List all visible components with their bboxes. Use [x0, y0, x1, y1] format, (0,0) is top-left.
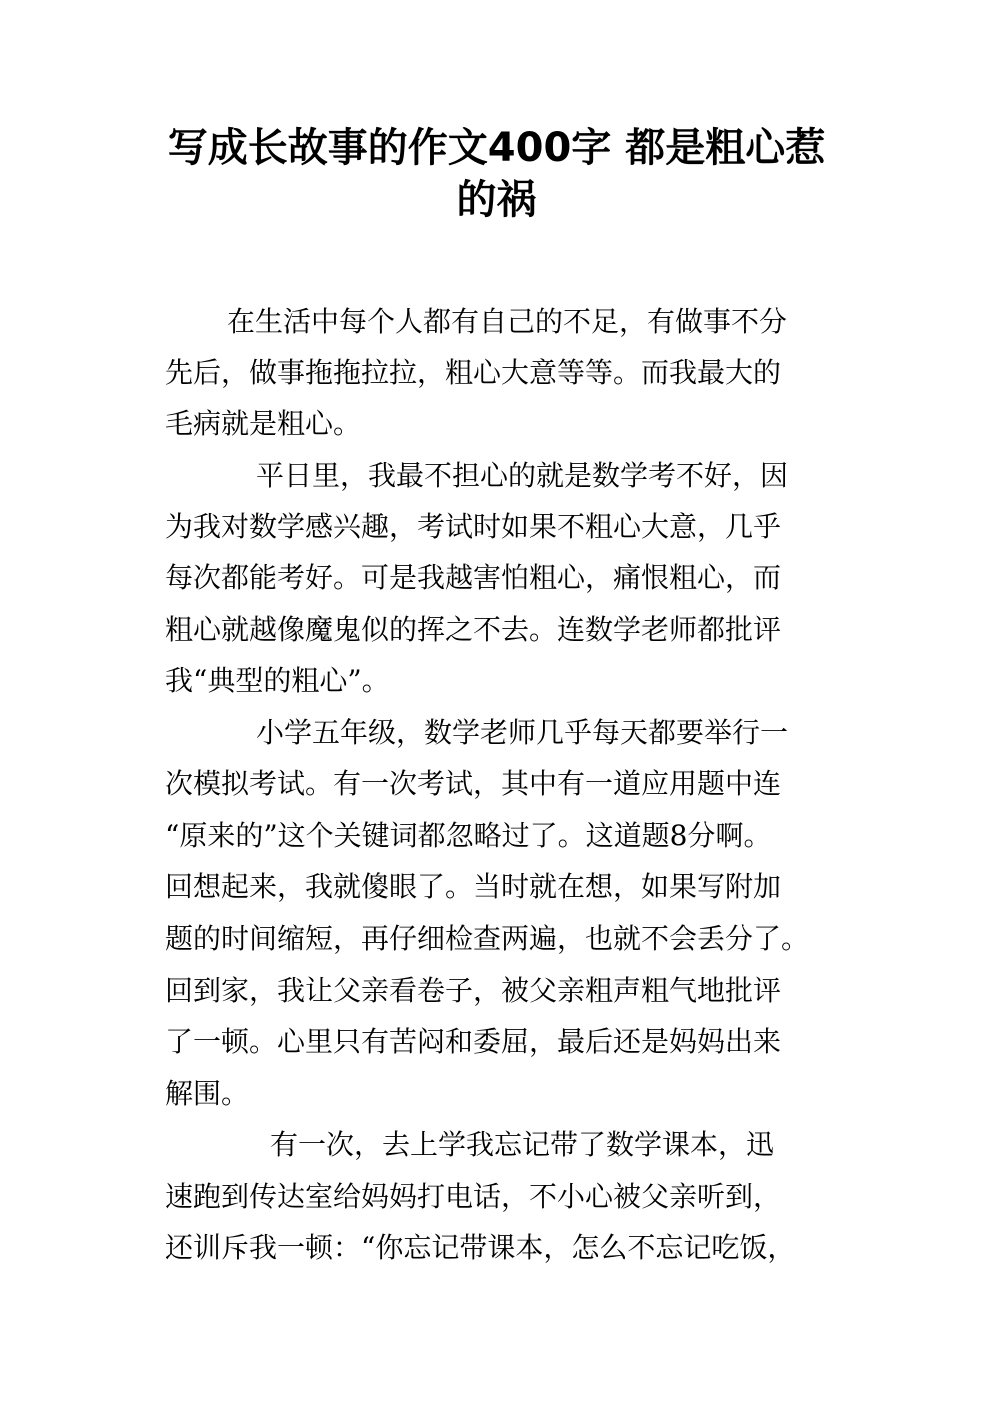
- paragraph-3-line-6: 回到家，我让父亲看卷子，被父亲粗声粗气地批评: [165, 974, 782, 1007]
- paragraph-3-line-7: 了一顿。心里只有苦闷和委屈，最后还是妈妈出来: [165, 1025, 782, 1058]
- paragraph-3-line-8: 解围。: [165, 1077, 250, 1110]
- paragraph-3-line-5: 题的时间缩短，再仔细检查两遍，也就不会丢分了。: [165, 922, 810, 955]
- paragraph-4-line-3: 还训斥我一顿：“你忘记带课本，怎么不忘记吃饭，: [165, 1231, 796, 1264]
- title-line-2: 的祸: [456, 177, 537, 223]
- paragraph-1-line-2: 先后，做事拖拖拉拉，粗心大意等等。而我最大的: [165, 356, 782, 389]
- paragraph-2-line-2: 为我对数学感兴趣，考试时如果不粗心大意，几乎: [165, 510, 782, 543]
- paragraph-4-line-1: 有一次，去上学我忘记带了数学课本，迅: [270, 1128, 775, 1161]
- paragraph-2-line-5: 我“典型的粗心”。: [165, 664, 390, 697]
- paragraph-3-line-3: “原来的”这个关键词都忽略过了。这道题8分啊。: [165, 819, 772, 852]
- title-line-1: 写成长故事的作文400字 都是粗心惹: [167, 125, 826, 171]
- paragraph-4-line-2: 速跑到传达室给妈妈打电话，不小心被父亲听到，: [165, 1180, 782, 1213]
- paragraph-2-line-4: 粗心就越像魔鬼似的挥之不去。连数学老师都批评: [165, 613, 782, 646]
- paragraph-1-line-3: 毛病就是粗心。: [165, 407, 362, 440]
- paragraph-3-line-4: 回想起来，我就傻眼了。当时就在想，如果写附加: [165, 870, 782, 903]
- paragraph-2-line-1: 平日里，我最不担心的就是数学考不好，因: [256, 459, 789, 492]
- paragraph-2-line-3: 每次都能考好。可是我越害怕粗心，痛恨粗心，而: [165, 561, 782, 594]
- paragraph-1-line-1: 在生活中每个人都有自己的不足，有做事不分: [227, 305, 788, 338]
- paragraph-3-line-2: 次模拟考试。有一次考试，其中有一道应用题中连: [165, 767, 782, 800]
- document-title: [140, 122, 853, 226]
- paragraph-3-line-1: 小学五年级，数学老师几乎每天都要举行一: [256, 716, 789, 749]
